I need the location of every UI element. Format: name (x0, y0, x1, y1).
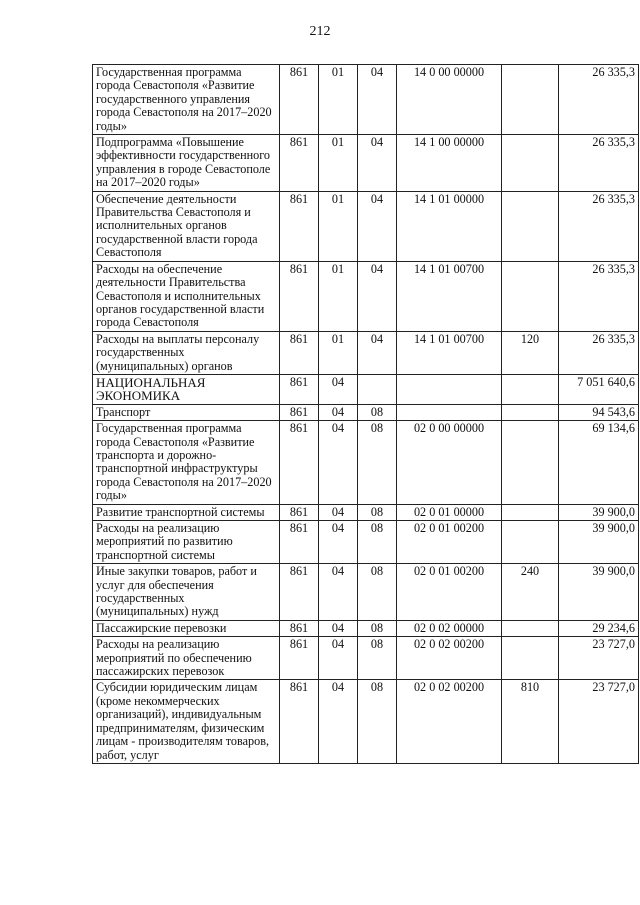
amount: 26 335,3 (559, 135, 639, 192)
line-item-name: Государственная программа города Севастополя «Развитие транспорта и дорожно-транспортной инфраструктуры города Севастополя на 2017–2020 годы» (93, 421, 280, 504)
department-code: 861 (280, 504, 319, 520)
department-code: 861 (280, 191, 319, 261)
expense-type-code: 240 (502, 564, 559, 621)
line-item-name: Транспорт (93, 404, 280, 420)
section-code: 04 (319, 504, 358, 520)
section-code: 01 (319, 261, 358, 331)
table-row (93, 331, 639, 374)
budget-table-body (93, 65, 639, 764)
expense-type-code (502, 521, 559, 564)
line-item-name: НАЦИОНАЛЬНАЯ ЭКОНОМИКА (93, 374, 280, 404)
expense-type-code (502, 637, 559, 680)
amount: 26 335,3 (559, 331, 639, 374)
target-article-code: 14 1 01 00000 (397, 191, 502, 261)
target-article-code: 02 0 02 00200 (397, 637, 502, 680)
subsection-code: 04 (358, 135, 397, 192)
section-code: 04 (319, 521, 358, 564)
subsection-code: 08 (358, 504, 397, 520)
department-code: 861 (280, 135, 319, 192)
subsection-code: 08 (358, 564, 397, 621)
subsection-code: 04 (358, 191, 397, 261)
target-article-code: 02 0 01 00000 (397, 504, 502, 520)
section-code: 04 (319, 637, 358, 680)
line-item-name: Пассажирские перевозки (93, 620, 280, 636)
amount: 39 900,0 (559, 564, 639, 621)
expense-type-code (502, 404, 559, 420)
table-row (93, 620, 639, 636)
target-article-code: 02 0 00 00000 (397, 421, 502, 504)
table-row (93, 637, 639, 680)
table-row (93, 135, 639, 192)
target-article-code: 14 1 01 00700 (397, 331, 502, 374)
expense-type-code: 120 (502, 331, 559, 374)
expense-type-code (502, 374, 559, 404)
table-row (93, 504, 639, 520)
subsection-code (358, 374, 397, 404)
expense-type-code (502, 65, 559, 135)
line-item-name: Субсидии юридическим лицам (кроме некоммерческих организаций), индивидуальным предпринимателям, физическим лицам - производителям товаров, работ, услуг (93, 680, 280, 763)
line-item-name: Иные закупки товаров, работ и услуг для обеспечения государственных (муниципальных) нужд (93, 564, 280, 621)
line-item-name: Подпрограмма «Повышение эффективности государственного управления в городе Севастополе на 2017–2020 годы» (93, 135, 280, 192)
target-article-code: 02 0 01 00200 (397, 521, 502, 564)
subsection-code: 08 (358, 521, 397, 564)
amount: 29 234,6 (559, 620, 639, 636)
section-code: 01 (319, 135, 358, 192)
department-code: 861 (280, 261, 319, 331)
amount: 26 335,3 (559, 65, 639, 135)
target-article-code (397, 374, 502, 404)
subsection-code: 08 (358, 421, 397, 504)
table-row (93, 404, 639, 420)
table-row (93, 564, 639, 621)
section-code: 01 (319, 191, 358, 261)
target-article-code: 14 1 00 00000 (397, 135, 502, 192)
line-item-name: Расходы на выплаты персоналу государственных (муниципальных) органов (93, 331, 280, 374)
expense-type-code (502, 191, 559, 261)
amount: 23 727,0 (559, 637, 639, 680)
expense-type-code (502, 421, 559, 504)
amount: 23 727,0 (559, 680, 639, 763)
table-row (93, 261, 639, 331)
table-row (93, 421, 639, 504)
target-article-code: 14 0 00 00000 (397, 65, 502, 135)
section-code: 04 (319, 620, 358, 636)
amount: 69 134,6 (559, 421, 639, 504)
subsection-code: 08 (358, 637, 397, 680)
section-code: 01 (319, 65, 358, 135)
line-item-name: Государственная программа города Севастополя «Развитие государственного управления города Севастополя на 2017–2020 годы» (93, 65, 280, 135)
department-code: 861 (280, 521, 319, 564)
line-item-name: Расходы на реализацию мероприятий по развитию транспортной системы (93, 521, 280, 564)
expense-type-code (502, 261, 559, 331)
department-code: 861 (280, 331, 319, 374)
amount: 26 335,3 (559, 261, 639, 331)
amount: 7 051 640,6 (559, 374, 639, 404)
section-code: 04 (319, 564, 358, 621)
line-item-name: Развитие транспортной системы (93, 504, 280, 520)
target-article-code: 02 0 02 00200 (397, 680, 502, 763)
table-row (93, 191, 639, 261)
amount: 39 900,0 (559, 504, 639, 520)
expense-type-code (502, 135, 559, 192)
budget-table (92, 64, 639, 764)
section-code: 04 (319, 404, 358, 420)
section-code: 04 (319, 374, 358, 404)
line-item-name: Расходы на реализацию мероприятий по обеспечению пассажирских перевозок (93, 637, 280, 680)
subsection-code: 04 (358, 261, 397, 331)
subsection-code: 04 (358, 65, 397, 135)
department-code: 861 (280, 65, 319, 135)
expense-type-code (502, 504, 559, 520)
page-number: 212 (309, 24, 331, 39)
expense-type-code (502, 620, 559, 636)
line-item-name: Обеспечение деятельности Правительства Севастополя и исполнительных органов государственной власти города Севастополя (93, 191, 280, 261)
amount: 26 335,3 (559, 191, 639, 261)
amount: 94 543,6 (559, 404, 639, 420)
department-code: 861 (280, 680, 319, 763)
section-code: 01 (319, 331, 358, 374)
expense-type-code: 810 (502, 680, 559, 763)
table-row (93, 521, 639, 564)
department-code: 861 (280, 421, 319, 504)
target-article-code: 14 1 01 00700 (397, 261, 502, 331)
amount: 39 900,0 (559, 521, 639, 564)
subsection-code: 08 (358, 680, 397, 763)
department-code: 861 (280, 620, 319, 636)
department-code: 861 (280, 637, 319, 680)
table-row (93, 374, 639, 404)
table-row (93, 680, 639, 763)
subsection-code: 08 (358, 404, 397, 420)
subsection-code: 08 (358, 620, 397, 636)
table-row (93, 65, 639, 135)
target-article-code: 02 0 01 00200 (397, 564, 502, 621)
department-code: 861 (280, 404, 319, 420)
department-code: 861 (280, 374, 319, 404)
line-item-name: Расходы на обеспечение деятельности Правительства Севастополя и исполнительных органов государственной власти города Севастополя (93, 261, 280, 331)
department-code: 861 (280, 564, 319, 621)
target-article-code (397, 404, 502, 420)
section-code: 04 (319, 680, 358, 763)
section-code: 04 (319, 421, 358, 504)
target-article-code: 02 0 02 00000 (397, 620, 502, 636)
subsection-code: 04 (358, 331, 397, 374)
